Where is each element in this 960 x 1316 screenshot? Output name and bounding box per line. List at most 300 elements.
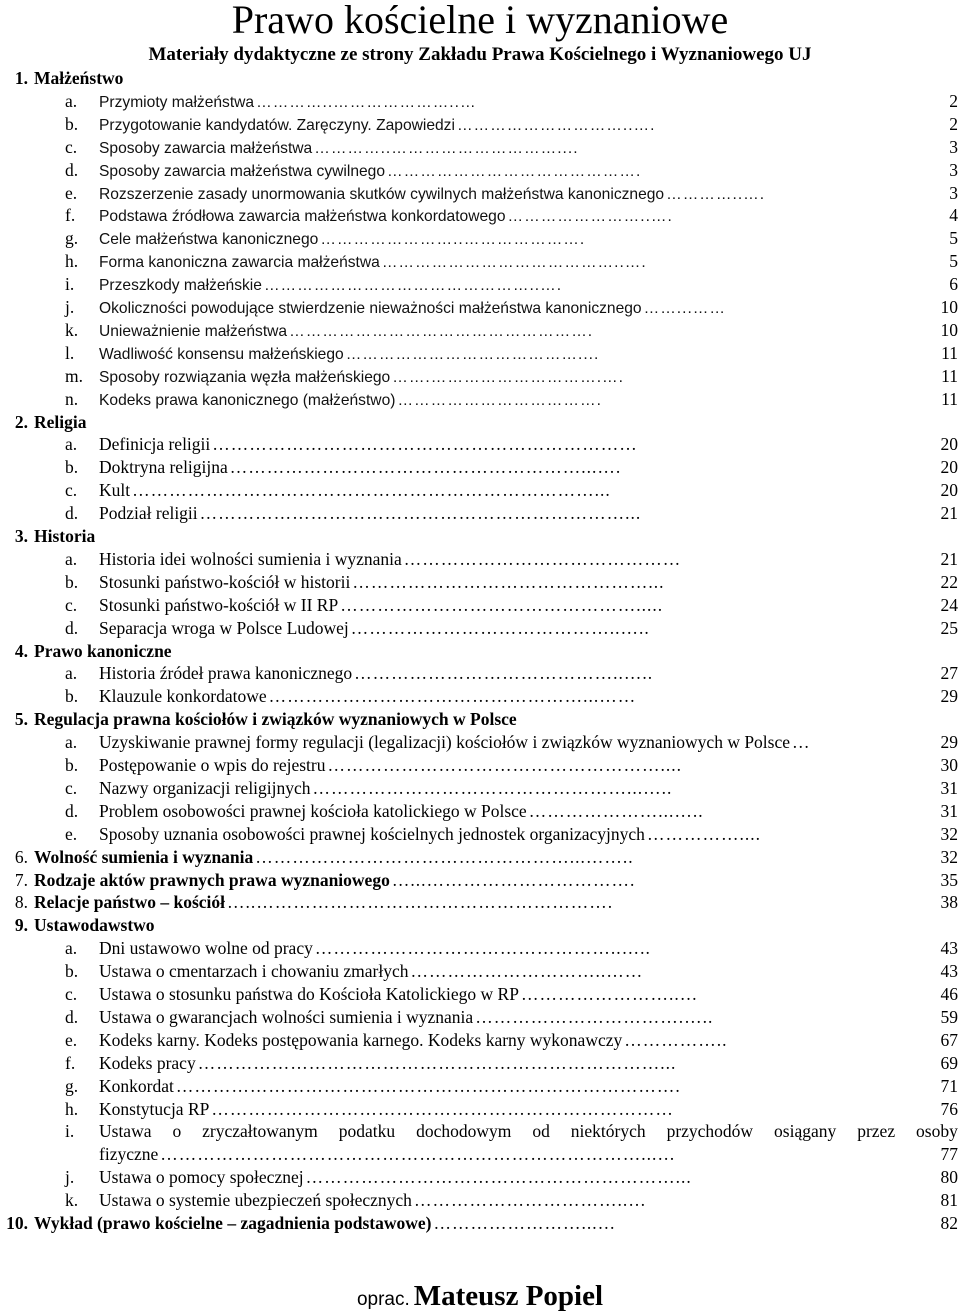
toc-section-number: 2. [14,411,28,432]
toc-entry-word: niektórych [570,1121,646,1142]
toc-entry-letter: e. [65,182,78,203]
toc-entry-title: Historia idei wolności sumienia i wyznania [99,548,402,569]
toc-section-heading [0,411,960,434]
toc-entry [65,113,960,136]
toc-section-entry [0,1212,960,1235]
toc-entry-line [99,227,958,252]
toc-section-number: 6. [14,846,28,867]
toc-entry-letter: a. [65,548,78,569]
toc-page-number: 2 [949,113,958,134]
toc-entry-letter: a. [65,90,78,111]
toc-entry-title: Konstytucja RP [99,1098,210,1119]
toc-entry [65,1120,960,1143]
toc-leader-dots: … [792,732,811,753]
toc-section-heading [0,708,960,731]
toc-entry-line [99,433,958,456]
toc-entry-title: Kult [99,480,131,501]
toc-entry-title: Ustawa o stosunku państwa do Kościoła Katolickiego w RP [99,984,519,1004]
toc-entry-letter: d. [65,159,79,180]
toc-entry-line [99,1075,958,1098]
toc-entry-line [99,479,958,502]
toc-leader-dots: …………………………………………………………………... [132,480,611,501]
toc-entry [65,1006,960,1029]
toc-section-number: 9. [14,915,28,936]
toc-entry-letter: c. [65,594,78,615]
toc-leader-dots: ……………………..…. [507,208,673,226]
toc-entry [65,502,960,525]
toc-page-number: 81 [940,1190,958,1211]
toc-entry-line [99,548,958,571]
toc-entry [65,90,960,113]
toc-section-title: Rodzaje aktów prawnych prawa wyznaniowego [34,869,390,890]
toc-page-number: 38 [940,892,958,913]
toc-entry-line [99,296,958,321]
toc-entry-title: Sposoby rozwiązania węzła małżeńskiego [99,368,391,386]
toc-entry [65,662,960,685]
toc-entry-title: Doktryna religijna [99,457,228,478]
toc-leader-dots: …...……………………………. [391,869,636,890]
toc-entry-letter: b. [65,961,79,982]
toc-section-number: 4. [14,640,28,661]
toc-page-number: 24 [940,594,958,615]
toc-entry-title: Okoliczności powodujące stwierdzenie nieważności małżeństwa kanonicznego [99,300,642,317]
toc-entry-line [99,777,958,800]
toc-entry [65,227,960,250]
toc-entry-title: Dni ustawowo wolne od pracy [99,938,313,959]
toc-entry-title: Stosunki państwo-kościół w II RP [99,594,339,615]
toc-entry-letter: i. [65,1121,75,1142]
toc-entry-title: Ustawa o gwarancjach wolności sumienia i wyznania [99,1006,474,1027]
toc-entry-line [99,319,958,344]
toc-entry-line [99,182,958,207]
toc-entry-title: Sposoby zawarcia małżeństwa cywilnego [99,162,386,180]
toc-entry-line [99,731,958,754]
toc-entry-line [99,685,958,708]
toc-section-heading [0,525,960,548]
toc-section-entry [0,869,960,892]
toc-section-title: Ustawodawstwo [34,915,155,936]
toc-entry-title: Historia źródeł prawa kanonicznego [99,663,353,684]
toc-entry-title: Rozszerzenie zasady unormowania skutków cywilnych małżeństwa kanonicznego [99,185,665,203]
toc-entry-line [99,388,958,413]
toc-section-title: Prawo kanoniczne [34,640,172,661]
toc-entry-line [99,1052,958,1075]
toc-entry-line [99,983,958,1006]
toc-section-heading [0,914,960,937]
toc-entry-line [99,365,958,390]
toc-page-number: 77 [940,1144,958,1165]
toc-entry-line [34,846,958,869]
toc-entry-letter: a. [65,938,78,959]
toc-entry-title: Uzyskiwanie prawnej formy regulacji (legalizacji) kościołów i związków wyznaniowych w Polsce [99,732,791,753]
toc-section-heading [0,640,960,663]
toc-section-number: 3. [14,526,28,546]
toc-entry-letter: d. [65,617,79,638]
toc-entry-line [99,1006,958,1029]
toc-leader-dots: …………………………………………………………………... [197,1052,677,1073]
toc-entry-letter: a. [65,434,78,455]
toc-section-number: 5. [14,709,28,730]
toc-page-number: 59 [940,1006,958,1027]
toc-entry-letter: c. [65,480,78,501]
toc-leader-dots: …………………………….….. [475,1006,714,1027]
toc-page-number: 76 [940,1098,958,1119]
toc-leader-dots: ………………………………………………. [289,322,594,340]
toc-entry [65,182,960,205]
toc-leader-dots: ……………………………..… [413,1190,647,1211]
toc-entry-title: Przeszkody małżeńskie [99,277,262,295]
toc-entry-title: Stosunki państwo-kościół w historii [99,571,351,592]
toc-page-number: 69 [940,1052,958,1073]
toc-entry [65,250,960,273]
toc-entry-title: Problem osobowości prawnej kościoła katolickiego w Polsce [99,800,527,821]
toc-leader-dots: …………………………………………..…. [263,277,563,295]
toc-entry-line [99,502,958,525]
toc-entry-letter: b. [65,686,79,707]
toc-leader-dots: …..…………………………………………………. [227,892,614,913]
toc-entry [65,731,960,754]
toc-entry-letter: g. [65,1075,79,1096]
author-footer [0,1280,960,1313]
toc-leader-dots: …………………………..…… [410,961,644,982]
toc-entry-letter: n. [65,388,79,409]
toc-leader-dots: ……...…… [643,300,726,317]
toc-entry-line [99,594,958,617]
toc-entry-title: Konkordat [99,1075,174,1096]
toc-leader-dots: ……………………………………………...…….. [255,846,634,867]
toc-entry [65,296,960,319]
toc-leader-dots: ………………………………. [397,391,602,409]
toc-page-number: 29 [940,686,958,707]
toc-leader-dots: …………………………………………... [352,571,665,592]
toc-entry [65,1189,960,1212]
toc-entry [65,273,960,296]
toc-entry-title: Nazwy organizacji religijnych [99,777,311,798]
document-subtitle: Materiały dydaktyczne ze strony Zakładu Prawa Kościelnego i Wyznaniowego UJ [148,44,812,65]
toc-entry-letter: i. [65,274,75,295]
toc-page-number: 32 [940,846,958,867]
toc-entry-title: Ustawa o cmentarzach i chowaniu zmarłych [99,961,409,982]
toc-section-heading [0,67,960,90]
toc-entry-word: przez [857,1121,896,1142]
toc-entry [65,433,960,456]
toc-entry-line [99,937,958,960]
toc-entry-title: Unieważnienie małżeństwa [99,322,288,340]
toc-leader-dots: ……………………………………………….... [327,755,682,775]
toc-section-title: Wolność sumienia i wyznania [34,846,254,867]
toc-entry-word: osiągany [774,1121,837,1142]
toc-leader-dots: …………………………………….... [345,345,600,363]
toc-page-number: 21 [940,548,958,569]
toc-page-number: 2 [949,90,958,111]
toc-entry-line [99,617,958,640]
toc-entry-letter: l. [65,342,75,363]
toc-entry-title: Wadliwość konsensu małżeńskiego [99,345,344,363]
toc-page-number: 30 [940,755,958,775]
toc-page-number: 4 [949,205,958,226]
toc-leader-dots: …….………………………….…. [392,368,624,386]
toc-entry-line [99,273,958,298]
toc-leader-dots: ……………………………………..….. [354,663,654,684]
toc-leader-dots: ……………………...… [433,1213,617,1233]
toc-page-number: 31 [940,800,958,821]
toc-entry-letter: c. [65,136,78,157]
toc-entry [65,1052,960,1075]
toc-entry-line [99,159,958,184]
toc-entry-title: Cele małżeństwa kanonicznego [99,231,319,249]
toc-entry-letter: c. [65,984,78,1004]
toc-page-number: 5 [949,228,958,249]
toc-page-number: 25 [940,617,958,638]
toc-page-number: 3 [949,182,958,203]
toc-section-title: Regulacja prawna kościołów i związków wyznaniowych w Polsce [34,709,517,730]
toc-entry-title: Forma kanoniczna zawarcia małżeństwa [99,254,380,272]
toc-page-number: 80 [940,1167,958,1188]
toc-entry-line [99,136,958,161]
toc-page-number: 29 [940,732,958,753]
toc-page-number: 27 [940,663,958,684]
toc-entry [65,456,960,479]
toc-entry [65,800,960,823]
toc-entry-title: Ustawa o systemie ubezpieczeń społecznych [99,1190,412,1211]
toc-entry [65,365,960,388]
toc-entry-line [99,90,958,115]
toc-entry [65,617,960,640]
toc-section-number: 7. [14,869,28,890]
toc-entry-letter: b. [65,571,79,592]
toc-entry-letter: j. [65,1167,75,1188]
toc-entry-word: osoby [916,1121,958,1142]
toc-page-number: 32 [940,823,958,844]
toc-entry-line [99,800,958,823]
toc-page-number: 11 [941,365,958,386]
toc-leader-dots: …………….... [646,823,761,844]
toc-entry [65,479,960,502]
toc-entry-letter: f. [65,205,76,226]
toc-entry-letter: e. [65,1029,78,1050]
toc-leader-dots: ……………………………………… [403,548,682,569]
toc-page-number: 20 [940,457,958,478]
toc-leader-dots: …………………………..…. [456,116,656,134]
toc-page-number: 6 [949,274,958,295]
toc-entry [65,136,960,159]
toc-entry-title: Przymioty małżeństwa [99,93,255,111]
toc-entry-word: dochodowym [416,1121,512,1142]
toc-entry [65,754,960,777]
toc-entry-line [99,1166,958,1189]
toc-entry-word: przychodów [666,1121,754,1142]
toc-section-title: Wykład (prawo kościelne – zagadnienia podstawowe) [34,1213,432,1233]
toc-leader-dots: …………..………………………….... [314,139,579,157]
toc-page-number: 43 [940,938,958,959]
toc-entry [65,1098,960,1121]
toc-entry-line [99,571,958,594]
toc-page-number: 20 [940,480,958,501]
toc-section-number: 1. [14,68,28,88]
toc-entry-line [99,1098,958,1121]
toc-entry-title: Przygotowanie kandydatów. Zaręczyny. Zapowiedzi [99,116,455,134]
toc-entry [65,571,960,594]
toc-page-number: 5 [949,251,958,272]
toc-leader-dots: ……………………………………………...…… [268,686,637,707]
toc-section-number: 8. [14,892,28,913]
toc-entry [65,823,960,846]
toc-page-number: 71 [940,1075,958,1096]
toc-leader-dots: ………………………………………………………………… [211,1098,674,1119]
toc-entry-letter: a. [65,732,78,753]
toc-entry [65,342,960,365]
toc-entry-title: fizyczne [99,1144,159,1165]
toc-entry-line [99,754,958,777]
toc-entry-title: Kodeks prawa kanonicznego (małżeństwo) [99,391,396,409]
toc-entry-line [99,960,958,983]
toc-entry [65,159,960,182]
toc-leader-dots: ………………………………………. [387,162,642,180]
toc-entry-letter: d. [65,503,79,524]
toc-page-number: 11 [941,388,958,409]
toc-entry-letter: c. [65,777,78,798]
toc-entry-letter: k. [65,319,79,340]
author-prefix: oprac. [356,1289,410,1310]
toc-entry-line [34,891,958,914]
toc-leader-dots: …………………………………………………...…. [229,457,622,478]
toc-leader-dots: …………………………………………..….. [314,938,651,959]
toc-entry-title: Sposoby zawarcia małżeństwa [99,139,313,157]
toc-section-entry [0,891,960,914]
toc-entry-letter: h. [65,1098,79,1119]
toc-entry-line [99,662,958,685]
toc-leader-dots: …………..…. [666,185,766,203]
toc-page-number: 3 [949,136,958,157]
toc-page-number: 11 [941,342,958,363]
toc-section-entry [0,846,960,869]
toc-leader-dots: ……………………………………………...….. [312,777,673,798]
toc-leader-dots: ……………………………………………………... [305,1167,692,1188]
toc-entry-letter: e. [65,823,78,844]
toc-entry-letter: k. [65,1190,79,1211]
toc-entry [65,548,960,571]
toc-entry-letter: g. [65,228,79,249]
toc-leader-dots: ……………………………………………………………………...… [160,1144,676,1165]
toc-page-number: 46 [940,984,958,1004]
toc-section-title: Religia [34,411,87,432]
toc-entry [65,594,960,617]
toc-entry [65,960,960,983]
toc-entry-line [34,1212,958,1235]
toc-entry-title: Ustawa o pomocy społecznej [99,1167,304,1188]
toc-entry-title: Separacja wroga w Polsce Ludowej [99,617,349,638]
toc-page-number: 20 [940,434,958,455]
toc-entry-word: podatku [338,1121,396,1142]
toc-entry [65,1143,960,1166]
toc-leader-dots: ………………………………………………………………………. [175,1075,681,1096]
toc-entry-line [99,204,958,229]
toc-entry [65,1166,960,1189]
toc-entry-line [99,1143,958,1166]
toc-entry-letter: b. [65,113,79,134]
toc-page-number: 82 [940,1213,958,1233]
toc-leader-dots: ……………………..…………………. [320,231,586,249]
toc-entry-line [99,342,958,367]
toc-leader-dots: ……………………………………..….. [350,617,650,638]
toc-entry-letter: d. [65,800,79,821]
toc-entry-title [99,1120,958,1143]
toc-entry-line [99,823,958,846]
toc-leader-dots: …………………………………………………………… [212,434,638,455]
toc-entry [65,204,960,227]
toc-leader-dots: ……………………..… [520,984,699,1004]
toc-entry-line [99,250,958,275]
toc-entry-line [99,113,958,138]
toc-entry [65,983,960,1006]
toc-section-number: 10. [6,1213,28,1233]
toc-entry-word: Ustawa [99,1121,152,1142]
toc-entry [65,777,960,800]
toc-page-number: 35 [940,869,958,890]
toc-page-number: 31 [940,777,958,798]
toc-page-number: 10 [940,319,958,340]
toc-page-number: 3 [949,159,958,180]
toc-entry [65,319,960,342]
toc-page-number: 10 [940,297,958,317]
toc-leader-dots: …………………………………………..... [340,594,664,615]
toc-page-number: 22 [940,571,958,592]
toc-entry-letter: m. [65,365,83,386]
toc-entry [65,1075,960,1098]
toc-entry-letter: d. [65,1006,79,1027]
toc-page-number: 21 [940,503,958,524]
toc-section-title: Małżeństwo [34,68,124,88]
toc-entry-letter: f. [65,1052,76,1073]
toc-entry [65,937,960,960]
toc-entry-word: zryczałtowanym [202,1121,318,1142]
toc-entry [65,388,960,411]
toc-section-title: Relacje państwo – kościół [34,892,226,913]
toc-entry-title: Definicja religii [99,434,211,455]
toc-leader-dots: ……………………………………………………………... [199,503,642,524]
toc-leader-dots: …………..…………………..… [256,93,477,111]
toc-leader-dots: ……………………………………..…. [381,254,647,272]
toc-entry [65,685,960,708]
toc-entry-word: o [172,1121,182,1142]
toc-entry-title: Klauzule konkordatowe [99,686,267,707]
toc-page-number: 67 [940,1029,958,1050]
toc-entry-title: Podział religii [99,503,198,524]
toc-entry-letter: b. [65,755,79,775]
toc-entry-letter: j. [65,297,75,317]
toc-leader-dots: …………….. [624,1029,728,1050]
toc-entry [65,1029,960,1052]
author-name: Mateusz Popiel [413,1280,604,1312]
toc-leader-dots: …………………...….. [528,800,704,821]
toc-entry-letter: b. [65,457,79,478]
toc-entry-title: Postępowanie o wpis do rejestru [99,755,326,775]
toc-page-number: 43 [940,961,958,982]
document-title: Prawo kościelne i wyznaniowe [231,0,729,42]
toc-entry-title: Podstawa źródłowa zawarcia małżeństwa konkordatowego [99,208,506,226]
toc-entry-line [99,456,958,479]
toc-entry-word: od [532,1121,550,1142]
toc-entry-title: Kodeks karny. Kodeks postępowania karnego. Kodeks karny wykonawczy [99,1029,623,1050]
toc-entry-letter: h. [65,251,79,272]
toc-entry-letter: a. [65,663,78,684]
toc-entry-line [34,869,958,892]
toc-entry-title: Sposoby uznania osobowości prawnej kościelnych jednostek organizacyjnych [99,823,645,844]
toc-entry-title: Kodeks pracy [99,1052,196,1073]
toc-entry-line [99,1029,958,1052]
toc-entry-line [99,1189,958,1212]
toc-section-title: Historia [34,526,96,546]
